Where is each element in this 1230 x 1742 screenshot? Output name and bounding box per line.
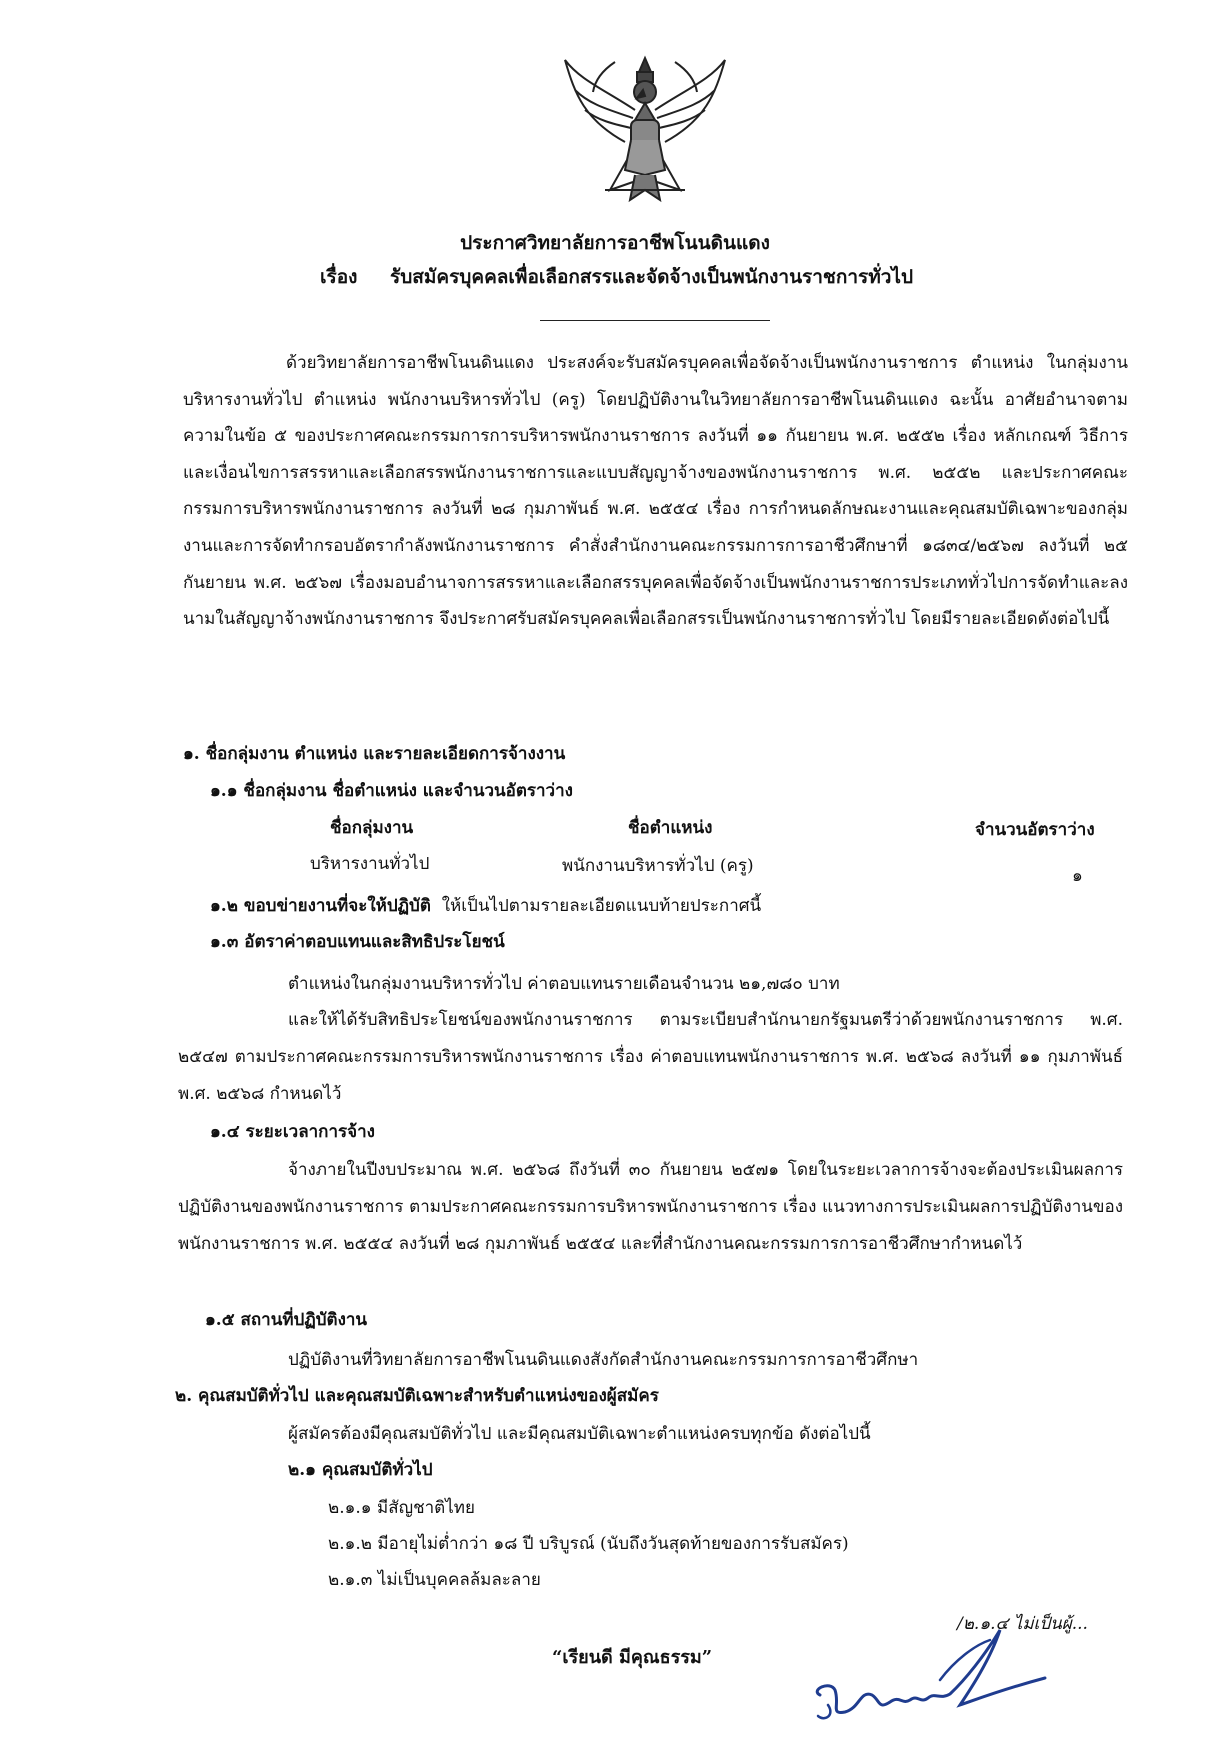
table-cell-count: ๑	[1072, 866, 1083, 886]
section-1-3-salary: ตำแหน่งในกลุ่มงานบริหารทั่วไป ค่าตอบแทนรายเดือนจำนวน ๒๑,๗๘๐ บาท	[288, 974, 840, 994]
list-item: ๒.๑.๓ ไม่เป็นบุคคลล้มละลาย	[328, 1570, 541, 1590]
col-header-position: ชื่อตำแหน่ง	[628, 818, 713, 838]
col-header-group: ชื่อกลุ่มงาน	[330, 818, 414, 838]
section-2-1-heading: ๒.๑ คุณสมบัติทั่วไป	[288, 1460, 433, 1480]
list-item: ๒.๑.๒ มีอายุไม่ต่ำกว่า ๑๘ ปี บริบูรณ์ (นับถึงวันสุดท้ายของการรับสมัคร)	[328, 1534, 849, 1554]
col-header-count: จำนวนอัตราว่าง	[975, 820, 1095, 840]
section-1-2-heading: ๑.๒ ขอบข่ายงานที่จะให้ปฏิบัติ	[210, 896, 431, 916]
section-1-2-text: ให้เป็นไปตามรายละเอียดแนบท้ายประกาศนี้	[441, 896, 762, 916]
section-1-1-heading: ๑.๑ ชื่อกลุ่มงาน ชื่อตำแหน่ง และจำนวนอัตราว่าง	[210, 781, 573, 801]
announcement-title: ประกาศวิทยาลัยการอาชีพโนนดินแดง	[460, 232, 770, 254]
section-1-heading: ๑. ชื่อกลุ่มงาน ตำแหน่ง และรายละเอียดการจ้างงาน	[183, 744, 566, 764]
section-1-3-heading: ๑.๓ อัตราค่าตอบแทนและสิทธิประโยชน์	[210, 932, 505, 952]
section-1-5-text: ปฏิบัติงานที่วิทยาลัยการอาชีพโนนดินแดงสังกัดสำนักงานคณะกรรมการการอาชีวศึกษา	[288, 1350, 919, 1370]
intro-paragraph: ด้วยวิทยาลัยการอาชีพโนนดินแดง ประสงค์จะรับสมัครบุคคลเพื่อจัดจ้างเป็นพนักงานราชการ ตำแหน่ง ในกลุ่มงานบริหารงานทั่วไป ตำแหน่ง พนักงานบริหารทั่วไป (ครู) โดยปฏิบัติงานในวิทยาลัยการอาชีพโนนดินแดง ฉะนั้น อาศัยอำนาจตามความในข้อ ๕ ของประกาศคณะกรรมการการบริหารพนักงานราชการ ลงวันที่ ๑๑ กันยายน พ.ศ. ๒๕๕๒ เรื่อง หลักเกณฑ์ วิธีการ และเงื่อนไขการสรรหาและเลือกสรรพนักงานราชการและแบบสัญญาจ้างของพนักงานราชการ พ.ศ. ๒๕๕๒ และประกาศคณะกรรมการบริหารพนักงานราชการ ลงวันที่ ๒๘ กุมภาพันธ์ พ.ศ. ๒๕๕๔ เรื่อง การกำหนดลักษณะงานและคุณสมบัติเฉพาะของกลุ่มงานและการจัดทำกรอบอัตรากำลังพนักงานราชการ คำสั่งสำนักงานคณะกรรมการการอาชีวศึกษาที่ ๑๘๓๔/๒๕๖๗ ลงวันที่ ๒๕ กันยายน พ.ศ. ๒๕๖๗ เรื่องมอบอำนาจการสรรหาและเลือกสรรบุคคลเพื่อจัดจ้างเป็นพนักงานราชการประเภททั่วไปการจัดทำและลงนามในสัญญาจ้างพนักงานราชการ จึงประกาศรับสมัครบุคคลเพื่อเลือกสรรเป็นพนักงานราชการทั่วไป โดยมีรายละเอียดดังต่อไปนี้	[183, 353, 1128, 630]
section-2-intro: ผู้สมัครต้องมีคุณสมบัติทั่วไป และมีคุณสมบัติเฉพาะตำแหน่งครบทุกข้อ ดังต่อไปนี้	[288, 1424, 871, 1444]
title-divider	[540, 320, 770, 321]
section-1-2	[210, 892, 761, 919]
announcement-subject	[320, 262, 913, 292]
section-1-4-paragraph: จ้างภายในปีงบประมาณ พ.ศ. ๒๕๖๘ ถึงวันที่ ๓๐ กันยายน ๒๕๗๑ โดยในระยะเวลาการจ้างจะต้องประเมินผลการปฏิบัติงานของพนักงานราชการ ตามประกาศคณะกรรมการบริหารพนักงานราชการ เรื่อง แนวทางการประเมินผลการปฏิบัติงานของพนักงานราชการ พ.ศ. ๒๕๕๔ ลงวันที่ ๒๘ กุมภาพันธ์ ๒๕๕๔ และที่สำนักงานคณะกรรมการการอาชีวศึกษากำหนดไว้	[178, 1160, 1123, 1254]
section-1-4-heading: ๑.๔ ระยะเวลาการจ้าง	[210, 1122, 375, 1142]
list-item: ๒.๑.๑ มีสัญชาติไทย	[328, 1498, 475, 1518]
section-1-5-heading: ๑.๕ สถานที่ปฏิบัติงาน	[205, 1310, 368, 1330]
motto: “เรียนดี มีคุณธรรม”	[552, 1647, 713, 1668]
subject-label: เรื่อง	[320, 266, 358, 288]
continued-note: /๒.๑.๔ ไม่เป็นผู้...	[957, 1614, 1088, 1634]
table-cell-position: พนักงานบริหารทั่วไป (ครู)	[562, 856, 754, 876]
section-1-3-paragraph: และให้ได้รับสิทธิประโยชน์ของพนักงานราชการ ตามระเบียบสำนักนายกรัฐมนตรีว่าด้วยพนักงานราชการ พ.ศ. ๒๕๔๗ ตามประกาศคณะกรรมการบริหารพนักงานราชการ เรื่อง ค่าตอบแทนพนักงานราชการ พ.ศ. ๒๕๖๘ ลงวันที่ ๑๑ กุมภาพันธ์ พ.ศ. ๒๕๖๘ กำหนดไว้	[178, 1010, 1123, 1104]
section-2-heading: ๒. คุณสมบัติทั่วไป และคุณสมบัติเฉพาะสำหรับตำแหน่งของผู้สมัคร	[175, 1386, 659, 1406]
table-cell-group: บริหารงานทั่วไป	[310, 854, 430, 874]
subject-text: รับสมัครบุคคลเพื่อเลือกสรรและจัดจ้างเป็นพนักงานราชการทั่วไป	[390, 266, 914, 288]
garuda-emblem-icon	[555, 50, 735, 210]
signature-icon	[800, 1620, 1050, 1730]
